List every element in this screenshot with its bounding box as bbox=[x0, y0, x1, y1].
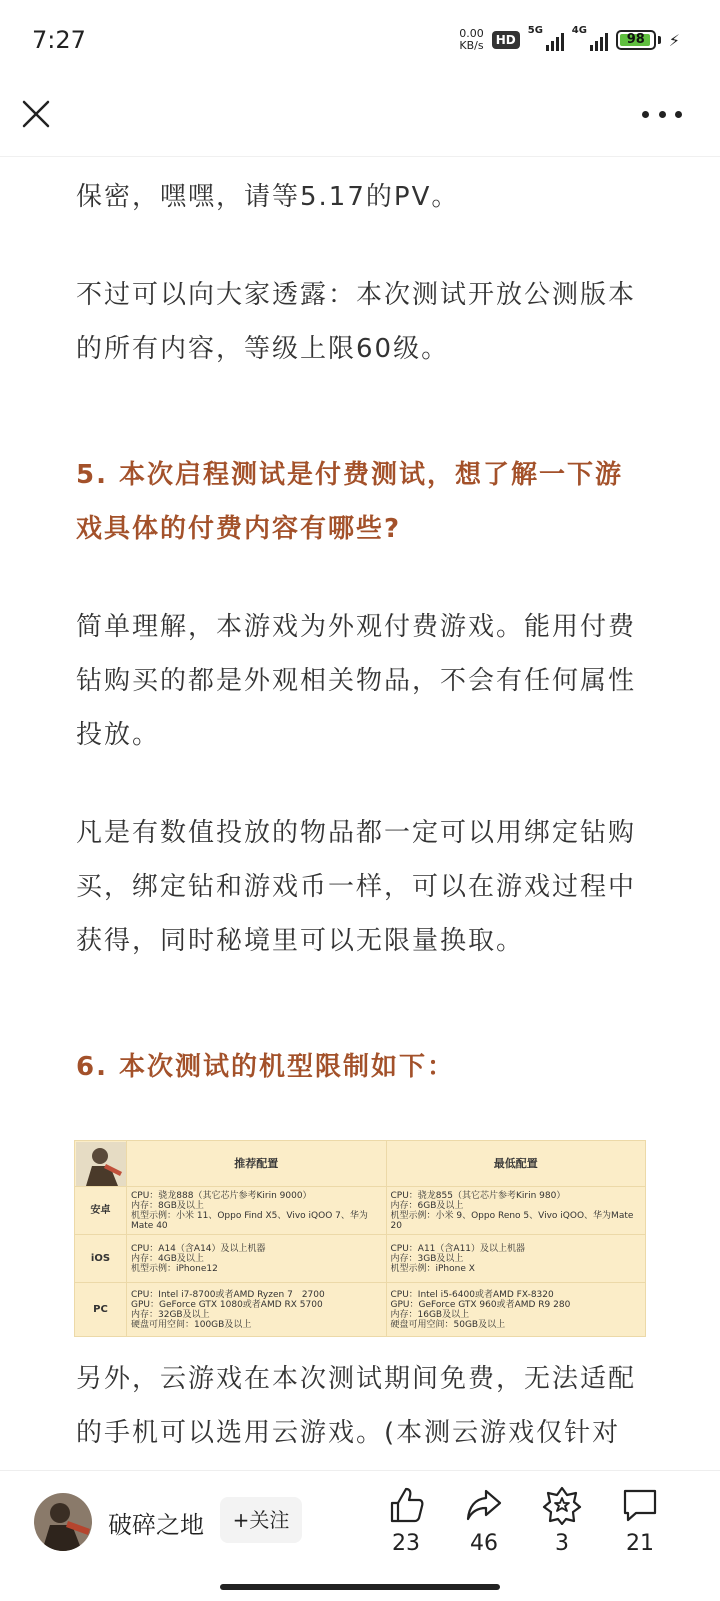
badge-star-icon bbox=[542, 1485, 582, 1525]
network-speed-unit: KB/s bbox=[459, 39, 484, 52]
gift-count: 3 bbox=[555, 1531, 569, 1556]
cell-line: 内存：3GB及以上 bbox=[390, 1253, 464, 1264]
network-speed-value: 0.00 bbox=[459, 27, 484, 40]
row-label-android: 安卓 bbox=[75, 1187, 127, 1235]
cell-line: 硬盘可用空间：50GB及以上 bbox=[390, 1319, 506, 1330]
row-label-ios: iOS bbox=[75, 1235, 127, 1283]
table-row bbox=[75, 1283, 646, 1337]
cell-minimum bbox=[386, 1235, 646, 1283]
article-paragraph: 另外，云游戏在本次测试期间免费，无法适配的手机可以选用云游戏。(本测云游戏仅针对 bbox=[76, 1364, 637, 1448]
cell-line: 内存：4GB及以上 bbox=[131, 1253, 204, 1264]
cell-minimum bbox=[386, 1187, 646, 1235]
follow-button[interactable]: +关注 bbox=[220, 1497, 302, 1543]
thumbs-up-icon bbox=[386, 1485, 426, 1525]
cell-line: 硬盘可用空间：100GB及以上 bbox=[131, 1319, 252, 1330]
section-heading: 6. 本次测试的机型限制如下： bbox=[76, 1052, 456, 1082]
table-corner bbox=[75, 1141, 127, 1187]
cell-line: CPU：Intel i7-8700或者AMD Ryzen 7 2700 bbox=[131, 1289, 325, 1300]
row-label-pc: PC bbox=[75, 1283, 127, 1337]
author-name[interactable]: 破碎之地 bbox=[108, 1511, 204, 1539]
status-indicators bbox=[459, 25, 680, 52]
cell-line: 机型示例：小米 11、Oppo Find X5、Vivo iQOO 7、华为Mate 40 bbox=[131, 1210, 368, 1231]
cell-line: CPU：A11（含A11）及以上机器 bbox=[390, 1243, 526, 1254]
cell-line: 内存：32GB及以上 bbox=[131, 1309, 210, 1320]
battery-level: 98 bbox=[626, 32, 645, 47]
close-icon bbox=[18, 96, 54, 132]
article-paragraph: 保密，嘿嘿，请等5.17的PV。 bbox=[76, 182, 460, 212]
signal-5g-label: 5G bbox=[527, 25, 543, 36]
more-icon-dot bbox=[642, 111, 649, 118]
cell-line: 机型示例：iPhone X bbox=[390, 1263, 475, 1274]
like-count: 23 bbox=[392, 1531, 420, 1556]
signal-4g-label: 4G bbox=[571, 25, 587, 36]
cell-line: GPU：GeForce GTX 1080或者AMD RX 5700 bbox=[131, 1299, 323, 1310]
hd-icon: HD bbox=[492, 31, 520, 49]
status-bar bbox=[0, 0, 720, 84]
bottom-action-bar bbox=[0, 1470, 720, 1601]
cell-line: 内存：6GB及以上 bbox=[390, 1200, 464, 1211]
cell-line: GPU：GeForce GTX 960或者AMD R9 280 bbox=[390, 1299, 571, 1310]
article-paragraph: 简单理解，本游戏为外观付费游戏。能用付费钻购买的都是外观相关物品，不会有任何属性投放。 bbox=[76, 612, 637, 750]
share-count: 46 bbox=[470, 1531, 498, 1556]
network-speed bbox=[459, 28, 484, 52]
cell-minimum bbox=[386, 1283, 646, 1337]
cell-line: 机型示例：iPhone12 bbox=[131, 1263, 218, 1274]
status-time: 7:27 bbox=[32, 26, 86, 54]
comment-bubble-icon bbox=[620, 1485, 660, 1525]
comment-count: 21 bbox=[626, 1531, 654, 1556]
like-button[interactable] bbox=[376, 1485, 436, 1556]
signal-5g-icon bbox=[527, 25, 564, 51]
cell-line: CPU：Intel i5-6400或者AMD FX-8320 bbox=[390, 1289, 554, 1300]
more-options-button[interactable] bbox=[642, 106, 682, 122]
battery-icon bbox=[616, 30, 656, 50]
comment-button[interactable] bbox=[610, 1485, 670, 1556]
avatar-image bbox=[34, 1493, 92, 1551]
table-header-recommended: 推荐配置 bbox=[127, 1141, 387, 1187]
share-button[interactable] bbox=[454, 1485, 514, 1556]
charging-icon: ⚡ bbox=[668, 30, 680, 50]
article-paragraph: 不过可以向大家透露：本次测试开放公测版本的所有内容，等级上限60级。 bbox=[76, 280, 637, 364]
cell-recommended bbox=[127, 1283, 387, 1337]
more-icon-dot bbox=[659, 111, 666, 118]
table-row bbox=[75, 1235, 646, 1283]
cell-line: 内存：16GB及以上 bbox=[390, 1309, 470, 1320]
cell-recommended bbox=[127, 1235, 387, 1283]
article-paragraph: 凡是有数值投放的物品都一定可以用绑定钻购买，绑定钻和游戏币一样，可以在游戏过程中获得，同时秘境里可以无限量换取。 bbox=[76, 818, 637, 956]
signal-4g-icon bbox=[571, 25, 608, 51]
game-character-icon bbox=[76, 1142, 126, 1186]
cell-line: 内存：8GB及以上 bbox=[131, 1200, 204, 1211]
gift-button[interactable] bbox=[532, 1485, 592, 1556]
top-nav-bar bbox=[0, 84, 720, 157]
section-heading: 5. 本次启程测试是付费测试，想了解一下游戏具体的付费内容有哪些? bbox=[76, 460, 624, 544]
device-spec-table[interactable] bbox=[74, 1140, 646, 1337]
cell-line: CPU：A14（含A14）及以上机器 bbox=[131, 1243, 266, 1254]
table-header-minimum: 最低配置 bbox=[386, 1141, 646, 1187]
table-row bbox=[75, 1187, 646, 1235]
cell-line: 机型示例：小米 9、Oppo Reno 5、Vivo iQOO、华为Mate 20 bbox=[390, 1210, 634, 1231]
close-button[interactable] bbox=[18, 96, 54, 132]
cell-line: CPU：骁龙888（其它芯片参考Kirin 9000） bbox=[131, 1190, 312, 1201]
share-arrow-icon bbox=[464, 1485, 504, 1525]
more-icon-dot bbox=[675, 111, 682, 118]
home-indicator[interactable] bbox=[220, 1584, 500, 1590]
cell-recommended bbox=[127, 1187, 387, 1235]
cell-line: CPU：骁龙855（其它芯片参考Kirin 980） bbox=[390, 1190, 566, 1201]
author-avatar[interactable] bbox=[34, 1493, 92, 1551]
